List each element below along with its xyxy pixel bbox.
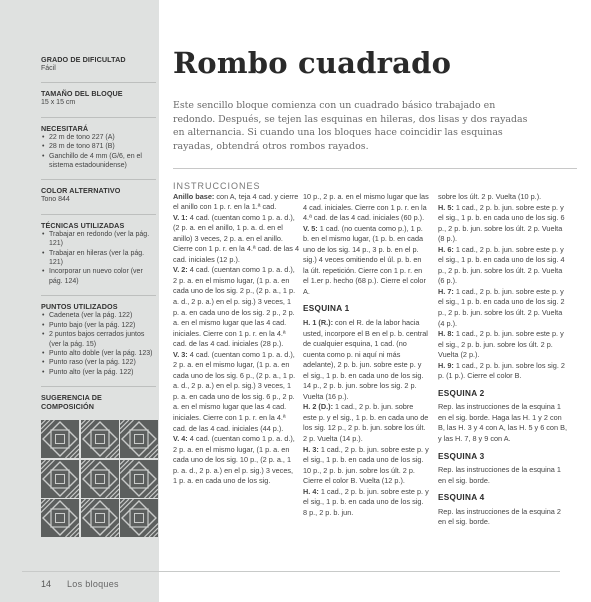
round-label: H. 7:	[438, 286, 454, 296]
round-label: H. 9:	[438, 360, 454, 370]
page-number: 14	[41, 579, 52, 589]
instruction-paragraph	[438, 329, 569, 361]
instruction-text: 1 cad., 2 p. b. jun. sobre este p. y el sig., 1 p. b. en cada uno de los sig. 10 p., 2 p. b. jun. sobre los últ. 2 p. Cierre el color B. Vuelta (12 p.).	[303, 444, 429, 486]
instruction-paragraph	[438, 465, 569, 486]
stitch-item: • Punto bajo (ver la pág. 122)	[41, 321, 157, 330]
instruction-paragraph	[438, 507, 569, 528]
instruction-paragraph	[303, 402, 429, 444]
needs-item: • 22 m de tono 227 (A)	[41, 133, 157, 142]
instruction-paragraph	[438, 203, 569, 245]
round-label: V. 4:	[173, 434, 188, 444]
needs-item: • Ganchillo de 4 mm (G/6, en el sistema estadounidense)	[41, 152, 157, 171]
divider	[41, 295, 156, 296]
instruction-paragraph	[303, 445, 429, 487]
section-divider	[173, 168, 577, 169]
alt-color-heading: COLOR ALTERNATIVO	[41, 186, 121, 196]
stitch-item: • Cadeneta (ver la pág. 122)	[41, 311, 157, 320]
composition-diagram	[41, 420, 157, 537]
instruction-paragraph	[438, 192, 569, 203]
round-label: H. 2 (D.):	[303, 402, 333, 412]
divider	[41, 117, 156, 118]
round-label: H. 5:	[438, 202, 454, 212]
corner-heading: ESQUINA 3	[438, 451, 485, 461]
instruction-text: 1 cad. (no cuenta como p.), 1 p. b. en el mismo lugar, (1 p. b. en cada uno de los sig. 14 p., 3 p. b. en el p. sig.) 4 veces omitiendo el úl. p. b. en la últ. repetición. Cierre con 1 p. r. en el 1.er p. hecho (68 p.). Cierre el color A.	[303, 223, 426, 296]
round-label: H. 4:	[303, 486, 319, 496]
instruction-paragraph	[438, 287, 569, 329]
footer-rule	[22, 571, 560, 572]
instruction-text: sobre los últ. 2 p. Vuelta (10 p.).	[438, 192, 542, 201]
round-label: H. 3:	[303, 444, 319, 454]
stitch-item: • 2 puntos bajos cerrados juntos (ver la pág. 15)	[41, 330, 157, 349]
instruction-text: 1 cad., 2 p. b. jun. sobre este p. y el sig., 1 p. b. en cada uno de los sig. 4 p., 2 p. b. jun. sobre los últ. 2 p. Vuelta (6 p.).	[438, 244, 565, 286]
instruction-text: 10 p., 2 p. a. en el mismo lugar que las 4 cad. iniciales. Cierre con 1 p. r. en la 4.ª cad. de las 4 cad. iniciales (60 p.).	[303, 192, 429, 223]
instructions-heading: INSTRUCCIONES	[173, 181, 261, 191]
round-label: Anillo base:	[173, 191, 215, 201]
composition-heading: SUGERENCIA DE COMPOSICIÓN	[41, 393, 102, 412]
instruction-text: 1 cad., 2 p. b. jun. sobre este p. y el sig., 1 p. b. en cada uno de los sig. 6 p., 2 p. b. jun. sobre los últ. 2 p. Vuelta (8 p.).	[438, 202, 565, 244]
instructions-column-1	[173, 181, 299, 487]
instruction-text: 1 cad., 2 p. b. jun. sobre este p. y el sig., 1 p. b. en cada uno de los sig. 8 p., 2 p. b. jun.	[303, 486, 429, 517]
instruction-text: 1 cad., 2 p. b. jun. sobre este p. y el sig., 1 p. b. en cada uno de los sig. 2 p., 2 p. b. jun. sobre los últ. 2 p. Vuelta (4 p.).	[438, 286, 565, 328]
corner-heading: ESQUINA 2	[438, 388, 485, 398]
instruction-paragraph	[438, 361, 569, 382]
stitch-item: • Punto alto (ver la pág. 122)	[41, 368, 157, 377]
instruction-paragraph	[173, 434, 299, 487]
round-label: H. 6:	[438, 244, 454, 254]
divider	[41, 214, 156, 215]
composition-tile	[120, 460, 158, 498]
instructions-body	[173, 192, 299, 487]
corner-heading: ESQUINA 4	[438, 493, 485, 503]
instruction-paragraph	[303, 318, 429, 402]
instruction-text: con A, teja 4 cad. y cierre el anillo con 1 p. r. en la 1.ª cad.	[173, 191, 299, 212]
stitch-item: • Punto alto doble (ver la pág. 123)	[41, 349, 157, 358]
technique-item: • Trabajar en hileras (ver la pág. 121)	[41, 249, 157, 268]
alt-color-value: Tono 844	[41, 196, 70, 204]
composition-tile	[81, 460, 119, 498]
instruction-text: 1 cad., 2 p. b. jun. sobre los sig. 2 p. (1 p.). Cierre el color B.	[438, 360, 565, 381]
instruction-paragraph	[173, 192, 299, 213]
composition-tile	[41, 420, 79, 458]
composition-tile	[81, 420, 119, 458]
stitches-heading: PUNTOS UTILIZADOS	[41, 302, 118, 312]
instruction-text: 4 cad. (cuentan como 1 p. a. d.), (2 p. a. en el anillo, 1 p. a. d. en el anillo) 3 veces, 2 p. a. en el anillo. Cierre con 1 p. r. en la 4.ª cad. de las 4 cad. iniciales (12 p.).	[173, 212, 300, 264]
round-label: H. 8:	[438, 329, 454, 339]
round-label: H. 1 (R.):	[303, 318, 333, 328]
instruction-text: 1 cad., 2 p. b. jun. sobre este p. y el sig., 2 p. b. jun. sobre los últ. 2 p. Vuelta (2 p.).	[438, 329, 564, 360]
instruction-text: 4 cad. (cuentan como 1 p. a. d.), 2 p. a. en el mismo lugar, (1 p. a. en cada uno de los sig. 10 p., (2 p. a., 1 p. a. d., 2 p. a.) en el p. sig.) 3 veces, 1 p. a. en cada uno de los sig.	[173, 434, 295, 486]
sidebar-info	[41, 55, 157, 537]
techniques-heading: TÉCNICAS UTILIZADAS	[41, 220, 125, 230]
divider	[41, 386, 156, 387]
tile-grid	[41, 420, 157, 537]
instructions-column-3	[438, 192, 569, 528]
page-title: Rombo cuadrado	[173, 46, 452, 80]
instruction-paragraph	[173, 350, 299, 434]
composition-tile	[120, 499, 158, 537]
composition-tile	[41, 499, 79, 537]
needs-item: • 28 m de tono 871 (B)	[41, 142, 157, 151]
difficulty-value: Fácil	[41, 65, 56, 72]
instruction-paragraph	[438, 245, 569, 287]
composition-tile	[81, 499, 119, 537]
composition-tile	[41, 460, 79, 498]
section-name: Los bloques	[67, 579, 119, 589]
instruction-paragraph	[173, 213, 299, 266]
instruction-paragraph	[303, 487, 429, 519]
instruction-paragraph	[438, 402, 569, 444]
round-label: V. 2:	[173, 265, 188, 275]
instruction-paragraph	[173, 265, 299, 349]
instruction-text: 4 cad. (cuentan como 1 p. a. d.), 2 p. a. en el mismo lugar, (1 p. a. en cada uno de los sig. 6 p., (2 p. a., 1 p. a. d., 2 p. a.) en el p. sig.) 3 veces, 1 p. a. en cada uno de los sig. 6 p., 2 p. a. en el mismo lugar que las 4 cad. iniciales. Cierre con 1 p. r. en la 4.ª cad. de las 4 cad. iniciales (44 p.).	[173, 349, 296, 433]
size-heading: TAMAÑO DEL BLOQUE	[41, 89, 123, 99]
round-label: V. 1:	[173, 212, 188, 222]
round-label: V. 5:	[303, 223, 318, 233]
instruction-paragraph	[303, 224, 429, 298]
stitch-item: • Punto raso (ver la pág. 122)	[41, 358, 157, 367]
round-label: V. 3:	[173, 349, 188, 359]
instruction-text: Rep. las instrucciones de la esquina 1 en el sig. borde.	[438, 465, 561, 485]
difficulty-heading: GRADO DE DIFICULTAD	[41, 55, 126, 64]
corner-heading: ESQUINA 1	[303, 304, 350, 314]
intro-text: Este sencillo bloque comienza con un cuadrado básico trabajado en redondo. Después, se tejen las esquinas en hileras, dos lisas y dos rayadas en alternancia. Si cuando una los bloques hace coincidir las esquinas rayadas, obtendrá otros rombos rayados.	[173, 100, 528, 152]
size-value: 15 x 15 cm	[41, 99, 76, 107]
sidebar	[0, 0, 159, 602]
instruction-text: con el R. de la labor hacia usted, incorpore el B en el p. b. central de cualquier esquina, 1 cad. (no cuenta como p. ni aquí ni más adelante), 2 p. b. jun. sobre este p. y el sig., 1 p. b. en cada uno de los sig. 14 p., 2 p. b. jun. sobre los sig. 2 p. Vuelta (16 p.).	[303, 318, 428, 401]
divider	[41, 179, 156, 180]
instruction-text: 4 cad. (cuentan como 1 p. a. d.), 2 p. a. en el mismo lugar, (1 p. a. en cada uno de los sig. 2 p., (2 p. a., 1 p. a. d., 2 p. a.) en el p. sig.) 3 veces, 1 p. a. en cada uno de los sig. 2 p., 2 p. a. en el mismo lugar que las 4 cad. iniciales. Cierre con 1 p. r. en la 4.ª cad. de las 4 cad. iniciales (28 p.).	[173, 265, 296, 349]
instruction-text: 1 cad., 2 p. b. jun. sobre este p. y el sig., 1 p. b. en cada uno de los sig. 12 p., 2 p. b. jun. sobre los últ. 2 p. Vuelta (14 p.).	[303, 402, 429, 444]
instruction-paragraph	[303, 192, 429, 224]
instructions-column-2	[303, 192, 429, 518]
instruction-text: Rep. las instrucciones de la esquina 1 en el sig. borde. Haga las H. 1 y 2 con B, las H. 3 y 4 con A, las H. 5 y 6 con B, y las H. 7, 8 y 9 con A.	[438, 402, 567, 444]
needs-heading: NECESITARÁ	[41, 123, 89, 133]
technique-item: • Trabajar en redondo (ver la pág. 121)	[41, 230, 157, 249]
divider	[41, 82, 156, 83]
technique-item: • Incorporar un nuevo color (ver pág. 124)	[41, 267, 157, 286]
composition-tile	[120, 420, 158, 458]
instruction-text: Rep. las instrucciones de la esquina 2 en el sig. borde.	[438, 506, 561, 527]
